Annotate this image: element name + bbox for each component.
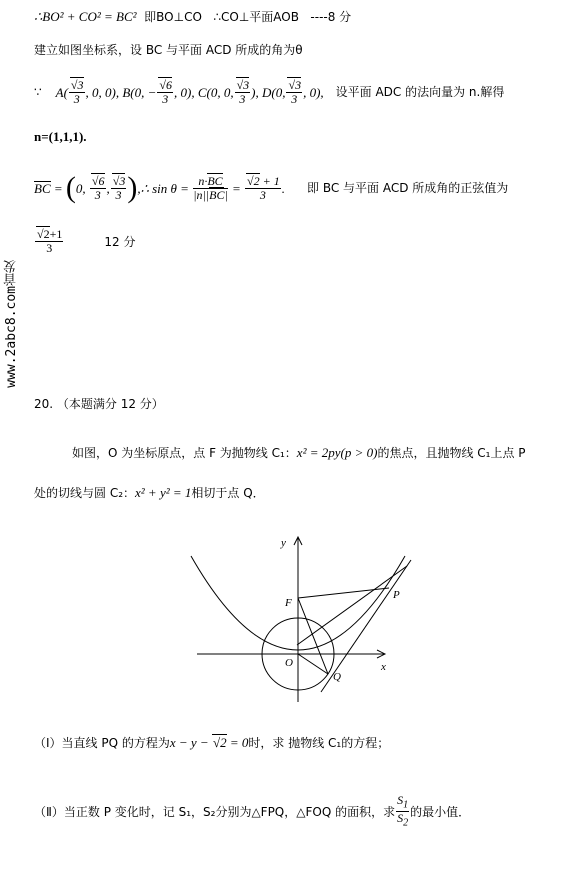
point-coordinates: A( √ $\frac{3}{3}$ , 0, 0), B(0, − √ $\frac{6}{3}$ , 0), C(0, 0, √ $\frac{3}{3}$ ), D(0, √ $\frac{3}{3}$ , 0), (56, 79, 324, 106)
area-ratio: $\frac{S_1}{S_2}$ (397, 793, 409, 829)
segment-fp (298, 588, 389, 598)
watermark: www.2abc8.com首发 (4, 260, 19, 388)
segment-fq (298, 598, 328, 674)
question-2: （Ⅱ）当正数 P 变化时，记 S₁，S₂分别为△FPQ，△FOQ 的面积，求 $\frac{S_1}{S_2}$ 的最小值． (34, 793, 471, 829)
coordinates-line (34, 74, 504, 110)
label-f: F (285, 597, 292, 609)
label-o: O (285, 657, 293, 669)
sine-line (34, 166, 508, 210)
sine-answer-line (34, 228, 135, 255)
score-mark-8: ----8 分 (310, 10, 352, 24)
proof-line-2: 建立如图坐标系，设 BC 与平面 ACD 所成的角为θ (34, 43, 303, 57)
normal-vector-result: n=(1,1,1). (34, 129, 87, 144)
sine-answer-fraction: √ $\frac{2+1}{3}$ (35, 228, 63, 255)
label-y: y (281, 537, 286, 549)
problem-para-2: 处的切线与圆 C₂：x² + y² = 1相切于点 Q． (34, 485, 265, 500)
label-x: x (381, 661, 386, 673)
problem-para-1: 如图，O 为坐标原点，点 F 为抛物线 C₁：x² = 2py(p > 0)的焦点，且抛物线 C₁上点 P (72, 445, 526, 460)
equation-bo-co-bc: ∴BO² + CO² = BC² (34, 9, 137, 24)
plane-statement: ∴CO⊥平面AOB (213, 10, 299, 24)
label-q: Q (333, 671, 341, 683)
score-mark-12: 12 分 (104, 234, 136, 249)
because-symbol: ∵ (34, 85, 42, 99)
problem-header: 20. （本题满分 12 分） (34, 397, 164, 411)
sine-formula: BC = ( 0, √ $\frac{6}{3}$ , √ $\frac{3}{3}$ ) ,∴ sin θ = $\frac{n\cdot BC}{|n||BC|}$ = √ $\frac{2 + 1}{3}$ . (34, 173, 285, 203)
parabola-equation: x² = 2py(p > 0) (296, 445, 378, 460)
label-p: P (393, 589, 400, 601)
line-pq-equation: x − y − √ 2 = 0 (170, 734, 249, 750)
segment-oq (298, 654, 328, 674)
proof-line-1 (34, 10, 351, 23)
normal-vector-text: 设平面 ADC 的法向量为 n.解得 (335, 85, 505, 99)
circle-equation: x² + y² = 1 (135, 485, 192, 500)
perpendicular-statement: 即BO⊥CO (144, 10, 202, 24)
sine-conclusion: 即 BC 与平面 ACD 所成角的正弦值为 (307, 181, 509, 195)
question-1: （Ⅰ）当直线 PQ 的方程为x − y − √ 2 = 0时，求 抛物线 C₁的方程； (34, 736, 389, 749)
tangent-line-2 (297, 566, 407, 645)
parabola-circle-figure (185, 534, 425, 704)
